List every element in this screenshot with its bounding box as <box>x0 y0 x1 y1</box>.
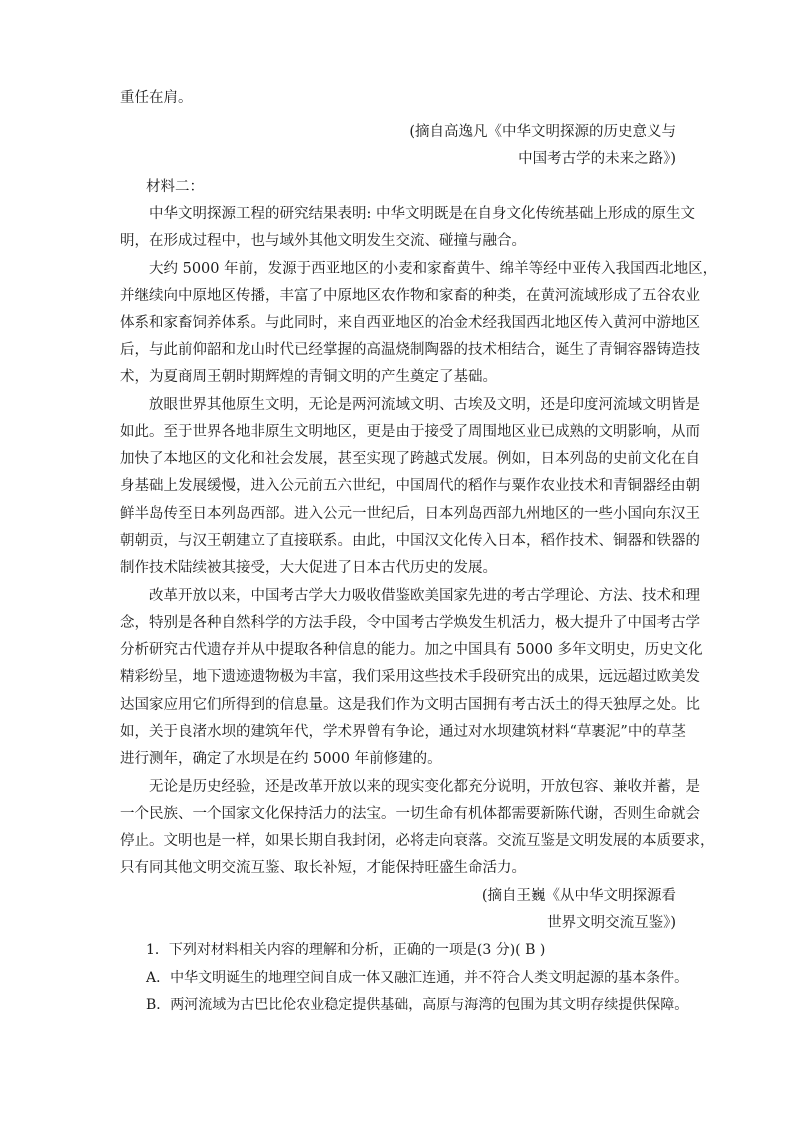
paragraph-line: 大约 5000 年前，发源于西亚地区的小麦和家畜黄牛、绵羊等经中亚传入我国西北地区， <box>149 261 718 277</box>
paragraph-line: 念，特别是各种自然科学的方法手段，令中国考古学焕发生机活力，极大提升了中国考古学 <box>120 615 700 631</box>
paragraph-line: 如此。至于世界各地非原生文明地区，更是由于接受了周围地区业已成熟的文明影响，从而 <box>120 424 700 440</box>
paragraph-line: 只有同其他文明交流互鉴、取长补短，才能保持旺盛生命活力。 <box>120 860 526 876</box>
paragraph-line: 如，关于良渚水坝的建筑年代，学术界曾有争论，通过对水坝建筑材料“草裹泥”中的草茎 <box>120 724 686 740</box>
paragraph-line: 分析研究古代遗存并从中提取各种信息的能力。加之中国具有 5000 多年文明史，历史文化 <box>120 642 703 658</box>
paragraph-line: 明，在形成过程中，也与域外其他文明发生交流、碰撞与融合。 <box>120 233 526 249</box>
paragraph-line: 达国家应用它们所得到的信息量。这是我们作为文明古国拥有考古沃土的得天独厚之处。比 <box>120 697 700 713</box>
source1-line1: (摘自高逸凡《中华文明探源的历史意义与 <box>409 124 676 140</box>
material1-tail: 重任在肩。 <box>120 90 193 106</box>
source2-line2: 世界文明交流互鉴》) <box>547 915 676 931</box>
paragraph-line: 中华文明探源工程的研究结果表明: 中华文明既是在自身文化传统基础上形成的原生文 <box>149 206 695 222</box>
paragraph-line: 体系和家畜饲养体系。与此同时，来自西亚地区的冶金术经我国西北地区传入黄河中游地区 <box>120 315 700 331</box>
paragraph-line: 一个民族、一个国家文化保持活力的法宝。一切生命有机体都需要新陈代谢，否则生命就会 <box>120 806 700 822</box>
paragraph-line: 放眼世界其他原生文明，无论是两河流域文明、古埃及文明，还是印度河流域文明皆是 <box>149 397 700 413</box>
paragraph-line: 精彩纷呈，地下遗迹遗物极为丰富，我们采用这些技术手段研究出的成果，远远超过欧美发 <box>120 669 700 685</box>
paragraph-line: 制作技术陆续被其接受，大大促进了日本古代历史的发展。 <box>120 560 497 576</box>
paragraph-line: 进行测年，确定了水坝是在约 5000 年前修建的。 <box>120 751 442 767</box>
paragraph-line: 身基础上发展缓慢，进入公元前五六世纪，中国周代的稻作与粟作农业技术和青铜器经由朝 <box>120 478 700 494</box>
option-a: A．中华文明诞生的地理空间自成一体又融汇连通，并不符合人类文明起源的基本条件。 <box>146 970 689 986</box>
source2-line1: (摘自王巍《从中华文明探源看 <box>481 888 676 904</box>
paragraph-line: 无论是历史经验，还是改革开放以来的现实变化都充分说明，开放包容、兼收并蓄，是 <box>149 779 700 795</box>
paragraph-line: 鲜半岛传至日本列岛西部。进入公元一世纪后，日本列岛西部九州地区的一些小国向东汉王 <box>120 506 700 522</box>
paragraph-line: 并继续向中原地区传播，丰富了中原地区农作物和家畜的种类，在黄河流域形成了五谷农业 <box>120 288 700 304</box>
paragraph-line: 后，与此前仰韶和龙山时代已经掌握的高温烧制陶器的技术相结合，诞生了青铜容器铸造技 <box>120 342 700 358</box>
option-b: B．两河流域为古巴比伦农业稳定提供基础，高原与海湾的包围为其文明存续提供保障。 <box>146 997 689 1013</box>
paragraph-line: 改革开放以来，中国考古学大力吸收借鉴欧美国家先进的考古学理论、方法、技术和理 <box>149 588 700 604</box>
question-stem: 1．下列对材料相关内容的理解和分析，正确的一项是(3 分)( B ) <box>146 942 546 958</box>
paragraph-line: 朝朝贡，与汉王朝建立了直接联系。由此，中国汉文化传入日本，稻作技术、铜器和铁器的 <box>120 533 700 549</box>
paragraph-line: 停止。文明也是一样，如果长期自我封闭，必将走向衰落。交流互鉴是文明发展的本质要求， <box>120 833 715 849</box>
paragraph-line: 术，为夏商周王朝时期辉煌的青铜文明的产生奠定了基础。 <box>120 369 497 385</box>
paragraph-line: 加快了本地区的文化和社会发展，甚至实现了跨越式发展。例如，日本列岛的史前文化在自 <box>120 451 700 467</box>
material2-heading: 材料二： <box>146 179 204 195</box>
source1-line2: 中国考古学的未来之路》) <box>518 151 676 167</box>
